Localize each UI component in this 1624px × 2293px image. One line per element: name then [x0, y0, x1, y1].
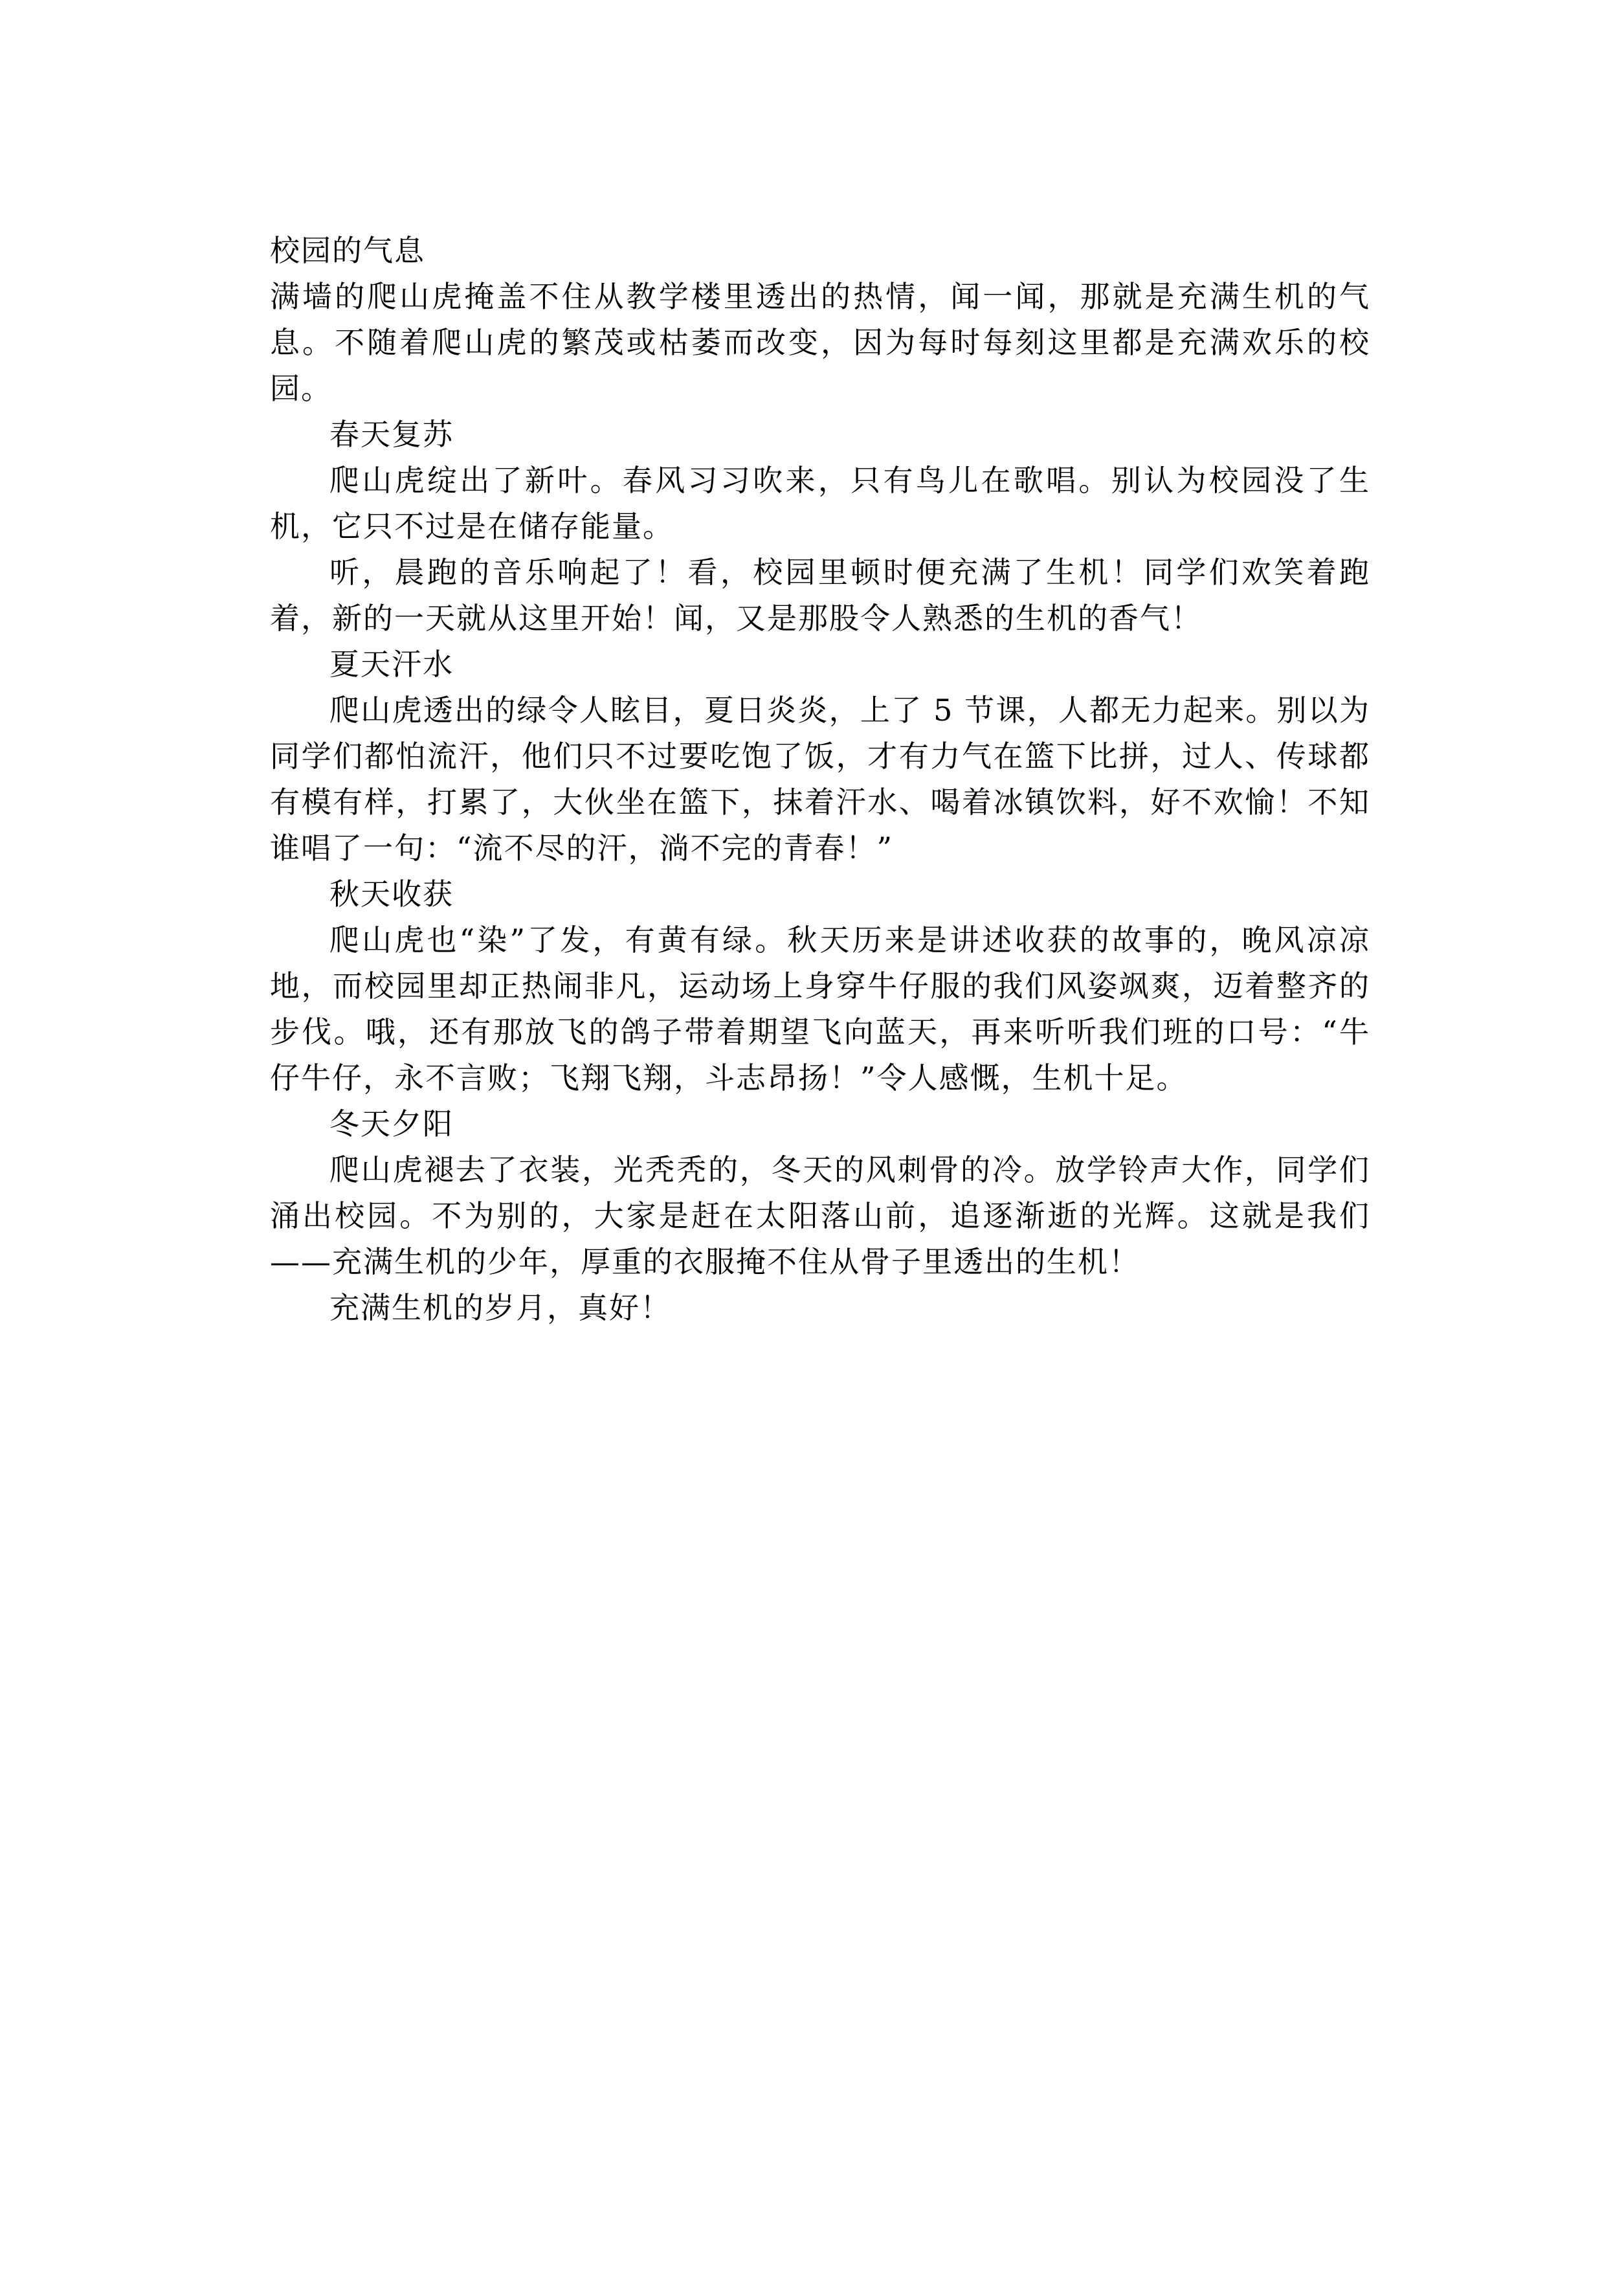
- spring-paragraph-2: 听，晨跑的音乐响起了！看，校园里顿时便充满了生机！同学们欢笑着跑着，新的一天就从这里开始！闻，又是那股令人熟悉的生机的香气！: [270, 555, 1370, 636]
- closing-paragraph: 充满生机的岁月，真好！: [329, 1290, 671, 1325]
- section-heading-summer: 夏天汗水: [329, 647, 454, 682]
- document-body: [270, 228, 1370, 1331]
- section-heading-spring: 春天复苏: [329, 417, 454, 452]
- document-title: 校园的气息: [270, 233, 425, 268]
- spring-paragraph-1: 爬山虎绽出了新叶。春风习习吹来，只有鸟儿在歌唱。别认为校园没了生机，它只不过是在储存能量。: [270, 463, 1370, 544]
- section-heading-autumn: 秋天收获: [329, 877, 454, 912]
- section-heading-winter: 冬天夕阳: [329, 1106, 454, 1141]
- intro-paragraph: 满墙的爬山虎掩盖不住从教学楼里透出的热情，闻一闻，那就是充满生机的气息。不随着爬山虎的繁茂或枯萎而改变，因为每时每刻这里都是充满欢乐的校园。: [270, 279, 1370, 406]
- summer-paragraph-1: 爬山虎透出的绿令人眩目，夏日炎炎，上了 5 节课，人都无力起来。别以为同学们都怕流汗，他们只不过要吃饱了饭，才有力气在篮下比拼，过人、传球都有模有样，打累了，大伙坐在篮下，抹着汗水、喝着冰镇饮料，好不欢愉！不知谁唱了一句：“流不尽的汗，淌不完的青春！”: [270, 693, 1370, 866]
- autumn-paragraph-1: 爬山虎也“染”了发，有黄有绿。秋天历来是讲述收获的故事的，晚风凉凉地，而校园里却正热闹非凡，运动场上身穿牛仔服的我们风姿飒爽，迈着整齐的步伐。哦，还有那放飞的鸽子带着期望飞向蓝天，再来听听我们班的口号：“牛仔牛仔，永不言败；飞翔飞翔，斗志昂扬！”令人感慨，生机十足。: [270, 923, 1370, 1095]
- winter-paragraph-1: 爬山虎褪去了衣装，光秃秃的，冬天的风刺骨的冷。放学铃声大作，同学们涌出校园。不为别的，大家是赶在太阳落山前，追逐渐逝的光辉。这就是我们——充满生机的少年，厚重的衣服掩不住从骨子里透出的生机！: [270, 1152, 1370, 1279]
